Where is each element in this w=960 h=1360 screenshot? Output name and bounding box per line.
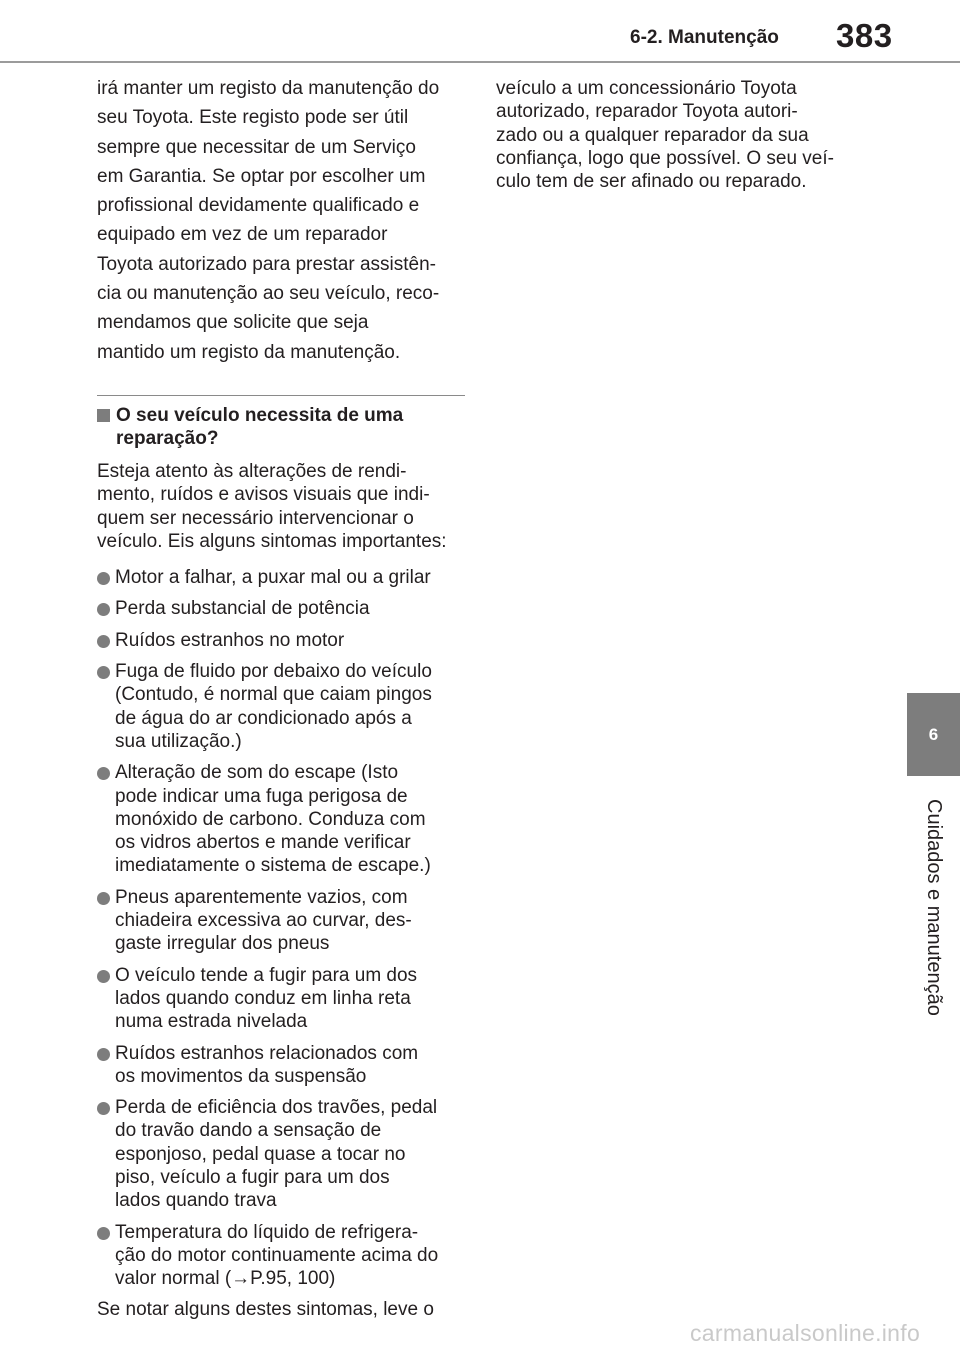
symptom-list-item xyxy=(97,964,467,1034)
intro-line: mantido um registo da manutenção. xyxy=(97,341,401,363)
symptom-line: numa estrada nivelada xyxy=(115,1011,308,1033)
chapter-tab-number: 6 xyxy=(907,693,960,776)
right-column-line: culo tem de ser afinado ou reparado. xyxy=(496,171,807,193)
watermark: carmanualsonline.info xyxy=(690,1320,921,1346)
symptom-line: pode indicar uma fuga perigosa de xyxy=(115,785,408,807)
intro-paragraph xyxy=(97,74,467,367)
section-body-line: Esteja atento às alterações de rendi- xyxy=(97,460,407,482)
right-column-line: autorizado, reparador Toyota autori- xyxy=(496,101,798,123)
symptom-list-item xyxy=(97,566,467,589)
intro-line: profissional devidamente qualificado e xyxy=(97,195,420,217)
symptom-list-item xyxy=(97,597,467,620)
symptom-list-item xyxy=(97,761,467,877)
symptom-list-item xyxy=(97,1042,467,1089)
section-heading xyxy=(97,404,467,450)
right-column-line: confiança, logo que possível. O seu veí- xyxy=(496,147,834,169)
section-body-line: mento, ruídos e avisos visuais que indi- xyxy=(97,484,430,506)
intro-line: mendamos que solicite que seja xyxy=(97,312,369,334)
symptom-line: Temperatura do líquido de refrigera- xyxy=(115,1221,419,1243)
section-divider xyxy=(97,395,465,396)
section-body-paragraph xyxy=(97,460,467,553)
round-bullet-icon xyxy=(97,1048,110,1061)
symptom-line: de água do ar condicionado após a xyxy=(115,707,412,729)
symptom-text xyxy=(115,660,432,753)
symptom-line: Ruídos estranhos no motor xyxy=(115,629,345,651)
intro-line: seu Toyota. Este registo pode ser útil xyxy=(97,107,409,129)
symptom-line: lados quando trava xyxy=(115,1190,277,1212)
symptom-line: gaste irregular dos pneus xyxy=(115,933,330,955)
chapter-tab-label: Cuidados e manutenção xyxy=(923,798,945,1016)
symptom-line: lados quando conduz em linha reta xyxy=(115,987,411,1009)
symptom-line: valor normal (→P.95, 100) xyxy=(115,1268,336,1290)
symptom-text xyxy=(115,1042,418,1089)
intro-line: cia ou manutenção ao seu veículo, reco- xyxy=(97,283,440,305)
symptom-line: os vidros abertos e mande verificar xyxy=(115,832,411,854)
symptom-line: Alteração de som do escape (Isto xyxy=(115,762,399,784)
intro-line: sempre que necessitar de um Serviço xyxy=(97,136,416,158)
symptom-line: ção do motor continuamente acima do xyxy=(115,1244,439,1266)
section-heading-line: reparação? xyxy=(116,427,219,449)
symptom-line: Motor a falhar, a puxar mal ou a grilar xyxy=(115,567,431,589)
symptom-text xyxy=(115,597,370,620)
round-bullet-icon xyxy=(97,1102,110,1115)
symptom-text xyxy=(115,964,417,1034)
symptom-list-item xyxy=(97,1221,467,1291)
square-bullet-icon xyxy=(97,409,110,422)
symptom-line: Perda de eficiência dos travões, pedal xyxy=(115,1097,438,1119)
round-bullet-icon xyxy=(97,603,110,616)
symptom-line: piso, veículo a fugir para um dos xyxy=(115,1166,390,1188)
symptom-line: monóxido de carbono. Conduza com xyxy=(115,808,426,830)
round-bullet-icon xyxy=(97,970,110,983)
round-bullet-icon xyxy=(97,767,110,780)
section-heading-text xyxy=(116,404,403,450)
symptom-line: Fuga de fluido por debaixo do veículo xyxy=(115,661,432,683)
symptom-list-item xyxy=(97,1096,467,1212)
intro-line: equipado em vez de um reparador xyxy=(97,224,388,246)
intro-line: em Garantia. Se optar por escolher um xyxy=(97,165,426,187)
section-heading-line: O seu veículo necessita de uma xyxy=(116,404,404,426)
round-bullet-icon xyxy=(97,1227,110,1240)
closing-text: Se notar alguns destes sintomas, leve o xyxy=(97,1299,434,1321)
symptom-list-item xyxy=(97,629,467,652)
intro-line: irá manter um registo da manutenção do xyxy=(97,78,440,99)
symptom-list-item xyxy=(97,886,467,956)
right-column-line: zado ou a qualquer reparador da sua xyxy=(496,124,809,146)
symptom-line: (Contudo, é normal que caiam pingos xyxy=(115,684,432,706)
symptom-line: Ruídos estranhos relacionados com xyxy=(115,1042,419,1064)
symptom-line: esponjoso, pedal quase a tocar no xyxy=(115,1143,406,1165)
right-column xyxy=(496,77,866,193)
symptom-line: do travão dando a sensação de xyxy=(115,1120,382,1142)
symptom-line: sua utilização.) xyxy=(115,730,242,752)
symptom-text xyxy=(115,566,431,589)
symptom-line: chiadeira excessiva ao curvar, des- xyxy=(115,910,412,932)
symptom-list-item xyxy=(97,660,467,753)
symptom-text xyxy=(115,886,412,956)
chapter-tab-label-box xyxy=(907,777,960,1037)
symptom-text xyxy=(115,629,344,652)
symptom-line: os movimentos da suspensão xyxy=(115,1065,367,1087)
symptom-line: imediatamente o sistema de escape.) xyxy=(115,855,431,877)
section-header-title: 6-2. Manutenção xyxy=(630,27,779,48)
symptom-text xyxy=(115,1221,438,1291)
symptom-text xyxy=(115,1096,437,1212)
symptom-line: Perda substancial de potência xyxy=(115,598,370,620)
right-column-line: veículo a um concessionário Toyota xyxy=(496,78,797,99)
round-bullet-icon xyxy=(97,572,110,585)
section-body-line: veículo. Eis alguns sintomas importantes: xyxy=(97,530,447,552)
symptom-list xyxy=(97,566,467,1290)
intro-line: Toyota autorizado para prestar assistên- xyxy=(97,253,437,275)
header-divider xyxy=(0,61,960,63)
round-bullet-icon xyxy=(97,635,110,648)
page-number: 383 xyxy=(836,17,893,54)
symptom-line: O veículo tende a fugir para um dos xyxy=(115,964,418,986)
round-bullet-icon xyxy=(97,666,110,679)
round-bullet-icon xyxy=(97,892,110,905)
symptom-text xyxy=(115,761,431,877)
symptom-line: Pneus aparentemente vazios, com xyxy=(115,886,408,908)
section-body-line: quem ser necessário intervencionar o xyxy=(97,507,414,529)
left-column xyxy=(97,74,467,1322)
